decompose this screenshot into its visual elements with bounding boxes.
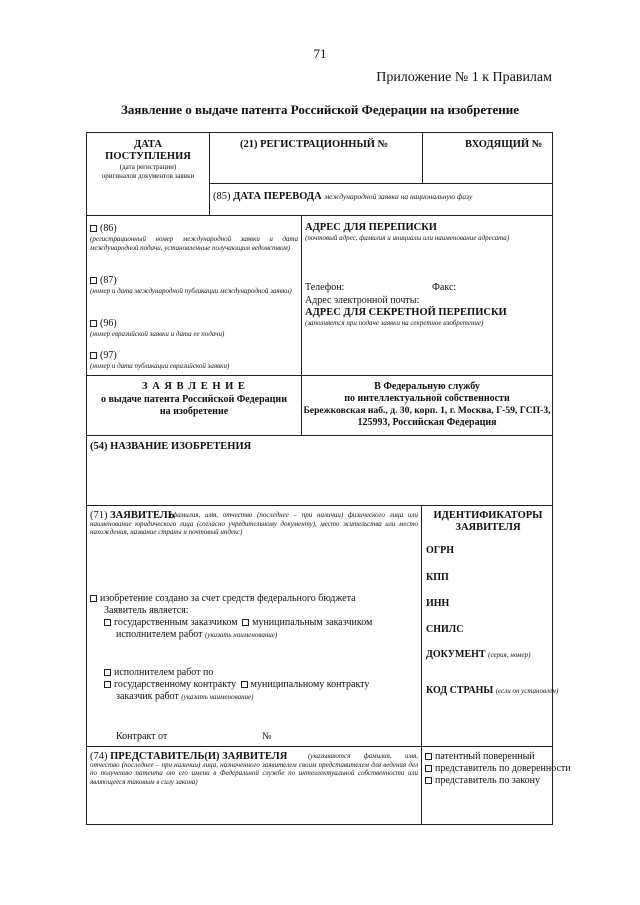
appendix-label: Приложение № 1 к Правилам: [376, 70, 552, 85]
snils-label: СНИЛС: [426, 624, 464, 635]
recipient-line3: Бережковская наб., д. 30, корп. 1, г. Москва, Г-59, ГСП-3,: [303, 405, 551, 416]
contract-number-sign: №: [262, 731, 272, 742]
by-proxy-checkbox[interactable]: [425, 765, 432, 772]
statement-line2: на изобретение: [159, 406, 229, 417]
phone-label: Телефон:: [305, 282, 345, 293]
checkbox-87[interactable]: [90, 277, 97, 284]
translation-date-label: ДАТА ПЕРЕВОДА: [233, 191, 322, 202]
customer-specify-note: (указать наименование): [181, 693, 254, 701]
state-contract-label: государственному контракту: [114, 679, 237, 690]
date-received-label: ДАТА ПОСТУПЛЕНИЯ: [105, 139, 191, 162]
patent-attorney-checkbox[interactable]: [425, 753, 432, 760]
document-row: [426, 649, 530, 660]
contractor-by-option[interactable]: [104, 667, 213, 678]
field-87-note: (номер и дата международной публикации международной заявки): [90, 287, 292, 295]
document-label: ДОКУМЕНТ: [426, 649, 486, 660]
by-law-checkbox[interactable]: [425, 777, 432, 784]
checkbox-96[interactable]: [90, 320, 97, 327]
customer-options: [104, 617, 372, 628]
country-code-note: (если он установлен): [495, 687, 559, 695]
field-96-note: (номер евразийской заявки и дата ее подачи): [90, 330, 225, 338]
registration-number-label: (21) РЕГИСТРАЦИОННЫЙ №: [240, 139, 389, 150]
recipient-line2: по интеллектуальной собственности: [344, 393, 510, 404]
ogrn-label: ОГРН: [426, 545, 455, 556]
municipal-contract-label: муниципальному контракту: [250, 679, 370, 690]
by-law-label: представитель по закону: [435, 775, 540, 786]
contractor-specify-note: (указать наименование): [205, 631, 278, 639]
field-97-note: (номер и дата публикации евразийской заявки): [90, 362, 230, 370]
field-86-note: (регистрационный номер международной заявки и дата международной подачи, установленные получающим ведомством): [90, 235, 298, 252]
municipal-contract-checkbox[interactable]: [241, 681, 248, 688]
field-86[interactable]: [90, 223, 117, 234]
municipal-customer-label: муниципальным заказчиком: [252, 617, 373, 628]
statement-heading: З А Я В Л Е Н И Е: [142, 381, 246, 392]
representative-note: (указываются фамилия, имя, отчество (последнее – при наличии) лица, назначенного заявителем своим представителем для ведения дел по получению патента от его имени в Федеральной службе по интеллектуальной собственности или являющееся таковым в силу закона): [90, 752, 418, 786]
applicant-note: (фамилия, имя, отчество (последнее – при наличии) физического лица или наименование юридического лица (согласно учредительному документу), место жительства или место нахождения, название страны и почтовый индекс): [90, 511, 418, 536]
kpp-label: КПП: [426, 572, 449, 583]
country-code-label: КОД СТРАНЫ: [426, 685, 494, 696]
state-customer-checkbox[interactable]: [104, 619, 111, 626]
field-96[interactable]: [90, 318, 117, 329]
customer-of-row: [116, 691, 253, 702]
identifiers-heading: ИДЕНТИФИКАТОРЫ ЗАЯВИТЕЛЯ: [433, 510, 543, 533]
contractor-label: исполнителем работ: [116, 629, 203, 640]
incoming-number-label: ВХОДЯЩИЙ №: [465, 139, 543, 150]
statement-line1: о выдаче патента Российской Федерации: [101, 394, 287, 405]
field-87[interactable]: [90, 275, 117, 286]
date-received-note: (дата регистрации) оригиналов документов заявки: [101, 163, 195, 180]
patent-attorney-label: патентный поверенный: [435, 751, 535, 762]
email-label: Адрес электронной почты:: [305, 295, 420, 306]
representative-code: (74): [90, 751, 108, 762]
fax-label: Факс:: [432, 282, 457, 293]
federal-budget-option[interactable]: [90, 593, 356, 604]
secret-address-note: (заполняется при подаче заявки на секретное изобретение): [305, 319, 484, 327]
field-97-label: (97): [100, 350, 117, 361]
contract-options: [104, 679, 369, 690]
federal-budget-label: изобретение создано за счет средств федерального бюджета: [100, 593, 356, 604]
country-code-row: [426, 685, 558, 696]
applicant-heading: ЗАЯВИТЕЛЬ: [110, 510, 175, 521]
by-proxy-label: представитель по доверенности: [435, 763, 571, 774]
field-86-label: (86): [100, 223, 117, 234]
representative-heading: ПРЕДСТАВИТЕЛЬ(И) ЗАЯВИТЕЛЯ: [110, 751, 288, 762]
applicant-is-label: Заявитель является:: [104, 605, 189, 616]
translation-date-field: [213, 191, 472, 202]
address-note: (почтовый адрес, фамилия и инициалы или наименование адресата): [305, 234, 510, 242]
translation-date-code: (85): [213, 191, 231, 202]
address-heading: АДРЕС ДЛЯ ПЕРЕПИСКИ: [305, 222, 437, 233]
contractor-by-label: исполнителем работ по: [114, 667, 214, 678]
field-97[interactable]: [90, 350, 117, 361]
municipal-customer-checkbox[interactable]: [242, 619, 249, 626]
translation-date-note: международной заявки на национальную фазу: [324, 192, 473, 201]
patent-attorney-option[interactable]: [425, 751, 535, 762]
by-law-option[interactable]: [425, 775, 540, 786]
invention-name-label: (54) НАЗВАНИЕ ИЗОБРЕТЕНИЯ: [90, 441, 252, 452]
field-87-label: (87): [100, 275, 117, 286]
state-contract-checkbox[interactable]: [104, 681, 111, 688]
federal-budget-checkbox[interactable]: [90, 595, 97, 602]
checkbox-97[interactable]: [90, 352, 97, 359]
form-title: Заявление о выдаче патента Российской Федерации на изобретение: [120, 102, 520, 117]
document-note: (серия, номер): [488, 651, 531, 659]
contract-from-label: Контракт от: [116, 731, 168, 742]
contractor-by-checkbox[interactable]: [104, 669, 111, 676]
customer-of-label: заказчик работ: [116, 691, 179, 702]
recipient-line4: 125993, Российская Федерация: [357, 417, 497, 428]
state-customer-label: государственным заказчиком: [114, 617, 238, 628]
inn-label: ИНН: [426, 598, 450, 609]
recipient-line1: В Федеральную службу: [374, 381, 480, 392]
page-number: 71: [313, 46, 327, 61]
field-96-label: (96): [100, 318, 117, 329]
secret-address-heading: АДРЕС ДЛЯ СЕКРЕТНОЙ ПЕРЕПИСКИ: [305, 307, 507, 318]
by-proxy-option[interactable]: [425, 763, 571, 774]
contractor-row: [116, 629, 277, 640]
checkbox-86[interactable]: [90, 225, 97, 232]
applicant-code: (71): [90, 510, 108, 521]
